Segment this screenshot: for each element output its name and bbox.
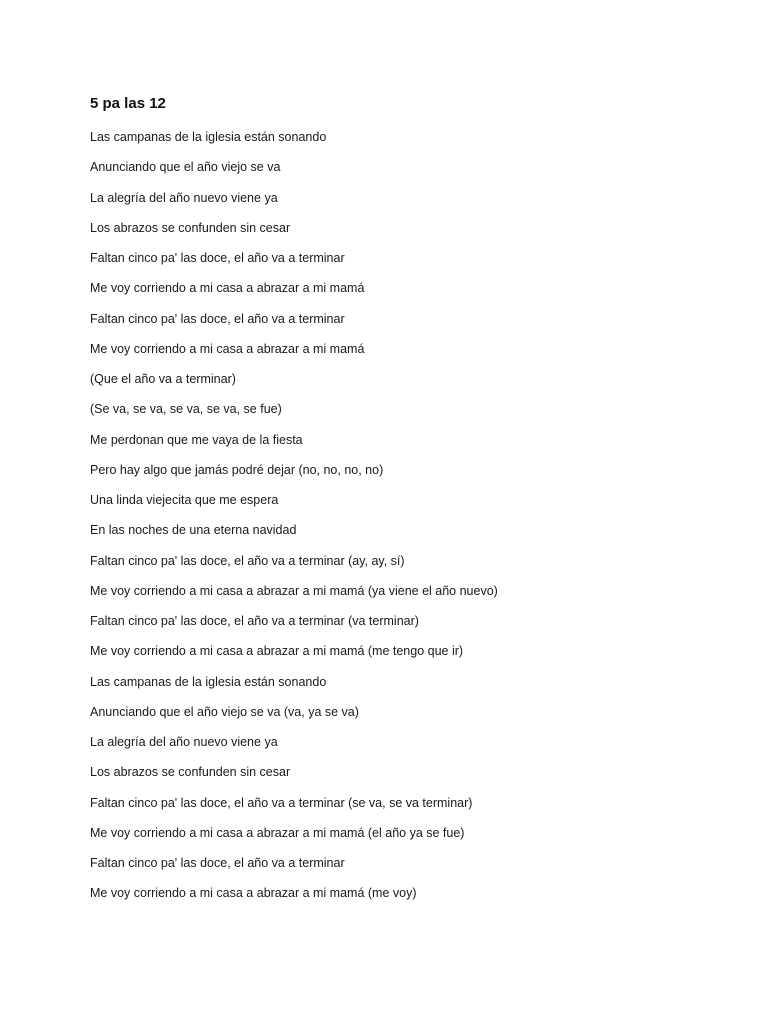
lyric-line: Las campanas de la iglesia están sonando <box>90 674 327 689</box>
lyrics-list <box>90 128 730 915</box>
page-title: 5 pa las 12 <box>90 95 166 112</box>
lyric-line: Faltan cinco pa' las doce, el año va a terminar <box>90 311 345 326</box>
lyric-line: Me voy corriendo a mi casa a abrazar a mi mamá (el año ya se fue) <box>90 825 465 840</box>
lyric-line: (Se va, se va, se va, se va, se fue) <box>90 402 282 417</box>
lyric-line: Me perdonan que me vaya de la fiesta <box>90 432 303 447</box>
lyric-line: Me voy corriendo a mi casa a abrazar a mi mamá (me voy) <box>90 886 417 901</box>
lyric-line: Me voy corriendo a mi casa a abrazar a mi mamá (me tengo que ir) <box>90 644 464 659</box>
lyric-line: Faltan cinco pa' las doce, el año va a terminar (se va, se va terminar) <box>90 795 473 810</box>
lyric-line: Pero hay algo que jamás podré dejar (no, no, no, no) <box>90 462 384 477</box>
lyric-line: La alegría del año nuevo viene ya <box>90 190 278 205</box>
lyric-line: La alegría del año nuevo viene ya <box>90 735 278 749</box>
lyric-line: En las noches de una eterna navidad <box>90 523 297 538</box>
lyric-line: Anunciando que el año viejo se va <box>90 160 281 175</box>
lyric-line: Me voy corriendo a mi casa a abrazar a mi mamá <box>90 281 365 296</box>
lyric-line: Los abrazos se confunden sin cesar <box>90 220 291 235</box>
lyric-line: Una linda viejecita que me espera <box>90 493 279 507</box>
lyric-line: Me voy corriendo a mi casa a abrazar a mi mamá (ya viene el año nuevo) <box>90 583 498 598</box>
lyric-line: (Que el año va a terminar) <box>90 372 236 386</box>
lyric-line: Faltan cinco pa' las doce, el año va a terminar (ay, ay, sí) <box>90 553 405 568</box>
lyric-line: Las campanas de la iglesia están sonando <box>90 130 327 144</box>
lyric-line: Faltan cinco pa' las doce, el año va a terminar <box>90 856 345 870</box>
lyric-line: Faltan cinco pa' las doce, el año va a terminar <box>90 251 345 265</box>
lyric-line: Me voy corriendo a mi casa a abrazar a mi mamá <box>90 341 365 356</box>
lyric-line: Los abrazos se confunden sin cesar <box>90 765 291 780</box>
lyric-line: Faltan cinco pa' las doce, el año va a terminar (va terminar) <box>90 614 419 628</box>
lyric-line: Anunciando que el año viejo se va (va, ya se va) <box>90 704 359 719</box>
